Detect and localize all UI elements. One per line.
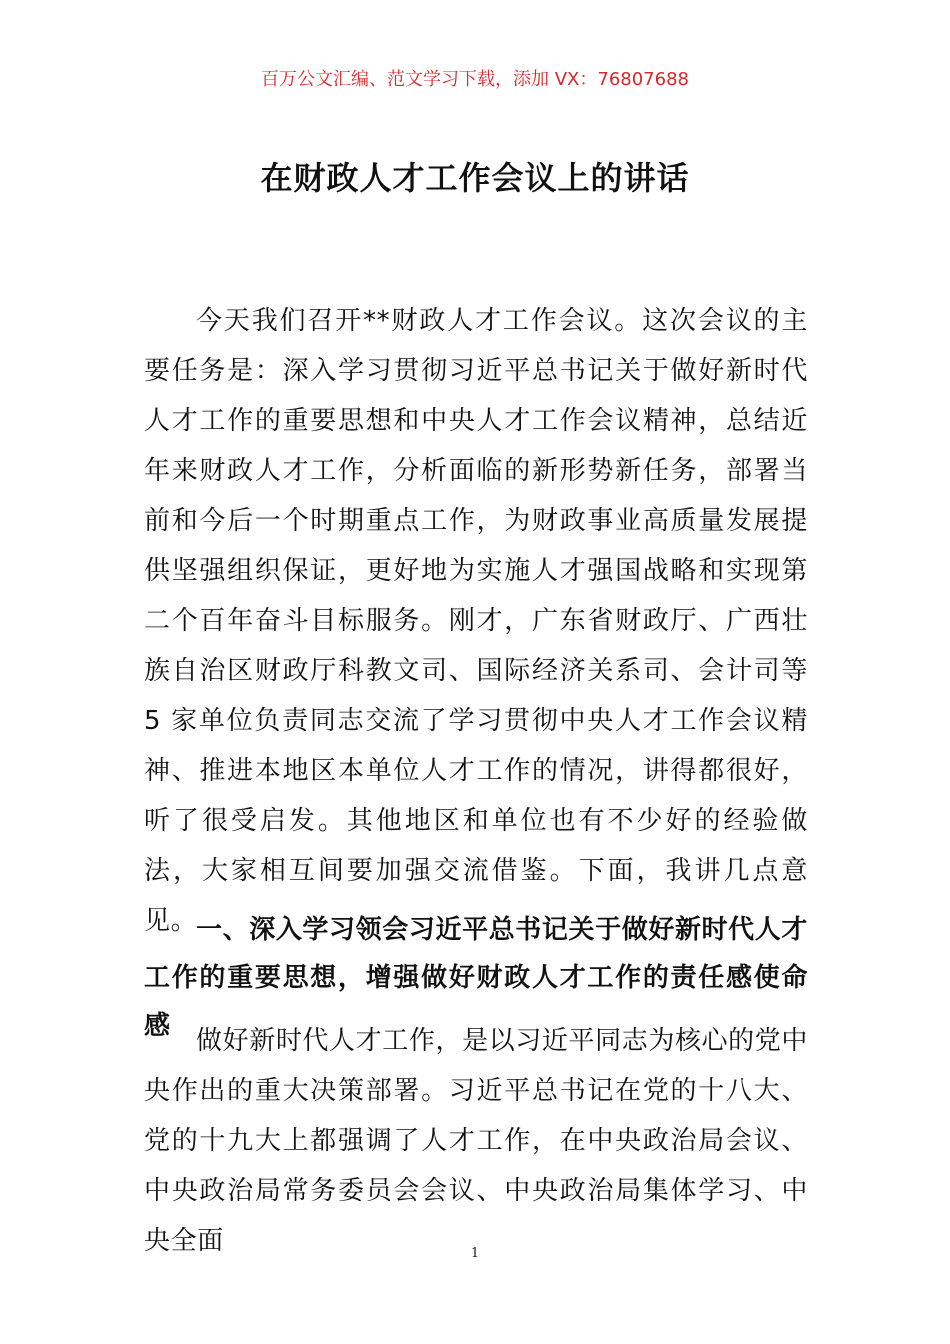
header-note: 百万公文汇编、范文学习下载，添加 VX：76807688 [261,69,689,90]
document-title: 在财政人才工作会议上的讲话 [260,159,690,197]
body-paragraph-2: 做好新时代人才工作，是以习近平同志为核心的党中央作出的重大决策部署。习近平总书记在党的十八大、党的十九大上都强调了人才工作，在中央政治局会议、中央政治局常务委员会会议、中央政治局集体学习、中央全面 [144,1026,808,1256]
section-heading-1: 一、深入学习领会习近平总书记关于做好新时代人才工作的重要思想，增强做好财政人才工作的责任感使命感 [144,915,808,1041]
body-paragraph-1: 今天我们召开**财政人才工作会议。这次会议的主要任务是：深入学习贯彻习近平总书记关于做好新时代人才工作的重要思想和中央人才工作会议精神，总结近年来财政人才工作，分析面临的新形势新任务，部署当前和今后一个时期重点工作，为财政事业高质量发展提供坚强组织保证，更好地为实施人才强国战略和实现第二个百年奋斗目标服务。刚才，广东省财政厅、广西壮族自治区财政厅科教文司、国际经济关系司、会计司等 5 家单位负责同志交流了学习贯彻中央人才工作会议精神、推进本地区本单位人才工作的情况，讲得都很好，听了很受启发。其他地区和单位也有不少好的经验做法，大家相互间要加强交流借鉴。下面，我讲几点意见。 [144,306,808,936]
page-number: 1 [470,1246,480,1261]
